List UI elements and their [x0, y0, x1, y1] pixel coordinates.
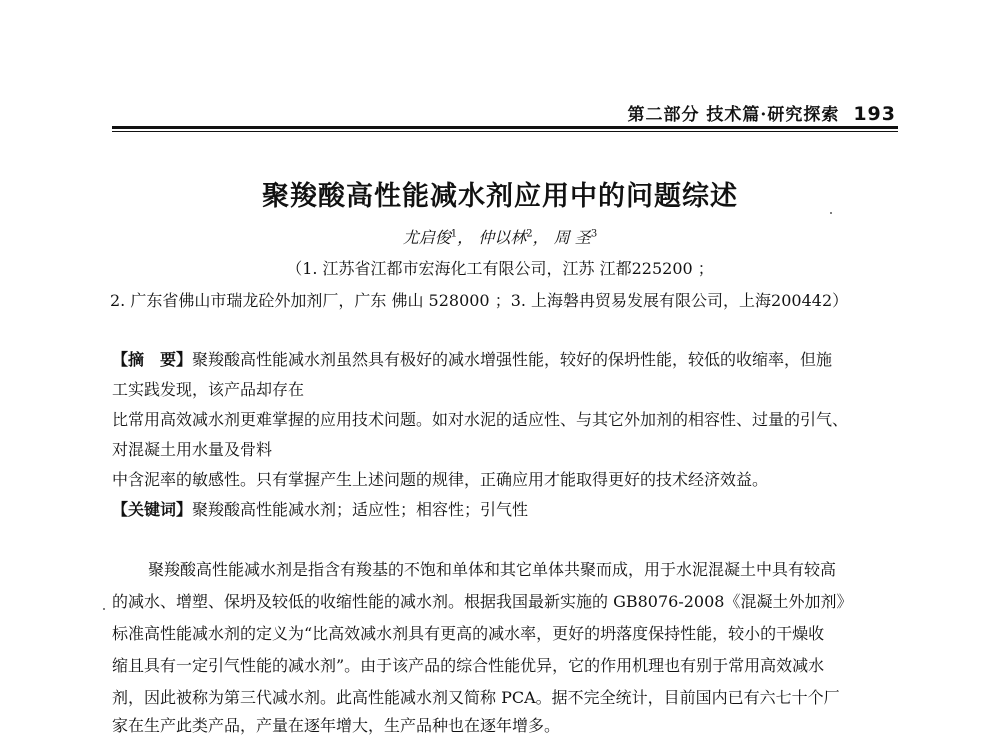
- body-line: 的减水、增塑、保坍及较低的收缩性能的减水剂。根据我国最新实施的 GB8076-2008《混凝土外加剂》: [112, 592, 853, 611]
- article-title: 聚羧酸高性能减水剂应用中的问题综述: [262, 181, 738, 212]
- scan-speck: [830, 212, 832, 214]
- body-line: 剂，因此被称为第三代减水剂。此高性能减水剂又简称 PCA。据不完全统计，目前国内已有六七十个厂: [112, 688, 840, 707]
- scan-speck: [103, 608, 105, 610]
- abstract-line: 中含泥率的敏感性。只有掌握产生上述问题的规律，正确应用才能取得更好的技术经济效益。: [112, 470, 769, 489]
- keywords-text: 聚羧酸高性能减水剂；适应性；相容性；引气性: [192, 500, 529, 519]
- body-line: 标准高性能减水剂的定义为“比高效减水剂具有更高的减水率，更好的坍落度保持性能，较小的干燥收: [112, 624, 825, 643]
- author-line: 尤启俊$^1$， 仲以林$^2$， 周 圣$^3$: [402, 228, 598, 247]
- author-name: 尤启俊: [402, 228, 451, 247]
- author-superscript: 3: [590, 228, 598, 240]
- header-rule-thin: [112, 131, 898, 132]
- author-superscript: 1: [450, 228, 458, 240]
- header-rule-thick: [112, 126, 898, 129]
- affiliation-line-2: 2. 广东省佛山市瑞龙砼外加剂厂，广东 佛山 528000 ；3. 上海磐冉贸易发展有限公司，上海200442）: [110, 291, 849, 310]
- author-name: 仲以林: [478, 228, 527, 247]
- page-number: 193: [853, 103, 896, 125]
- running-header: [627, 100, 896, 125]
- author-name: 周 圣: [553, 228, 591, 247]
- section-title: 第二部分 技术篇·研究探索: [627, 105, 840, 125]
- body-line: 聚羧酸高性能减水剂是指含有羧基的不饱和单体和其它单体共聚而成，用于水泥混凝土中具有较高: [148, 560, 837, 579]
- abstract-line: 对混凝土用水量及骨料: [112, 440, 273, 459]
- abstract-text: 聚羧酸高性能减水剂虽然具有极好的减水增强性能，较好的保坍性能，较低的收缩率，但施: [192, 350, 833, 369]
- body-line: 家在生产此类产品，产量在逐年增大，生产品种也在逐年增多。: [112, 716, 561, 735]
- body-line: 缩且具有一定引气性能的减水剂”。由于该产品的综合性能优异，它的作用机理也有别于常用高效减水: [112, 656, 825, 675]
- abstract-label: 【摘 要】: [112, 350, 193, 369]
- keywords-label: 【关键词】: [112, 500, 193, 519]
- abstract-line: [112, 347, 832, 370]
- affiliation-line-1: （1. 江苏省江都市宏海化工有限公司，江苏 江都225200 ；: [286, 259, 714, 278]
- author-superscript: 2: [526, 228, 533, 240]
- keywords-line: [112, 497, 528, 520]
- abstract-line: 比常用高效减水剂更难掌握的应用技术问题。如对水泥的适应性、与其它外加剂的相容性、过量的引气、: [112, 410, 849, 429]
- abstract-line: 工实践发现，该产品却存在: [112, 380, 305, 399]
